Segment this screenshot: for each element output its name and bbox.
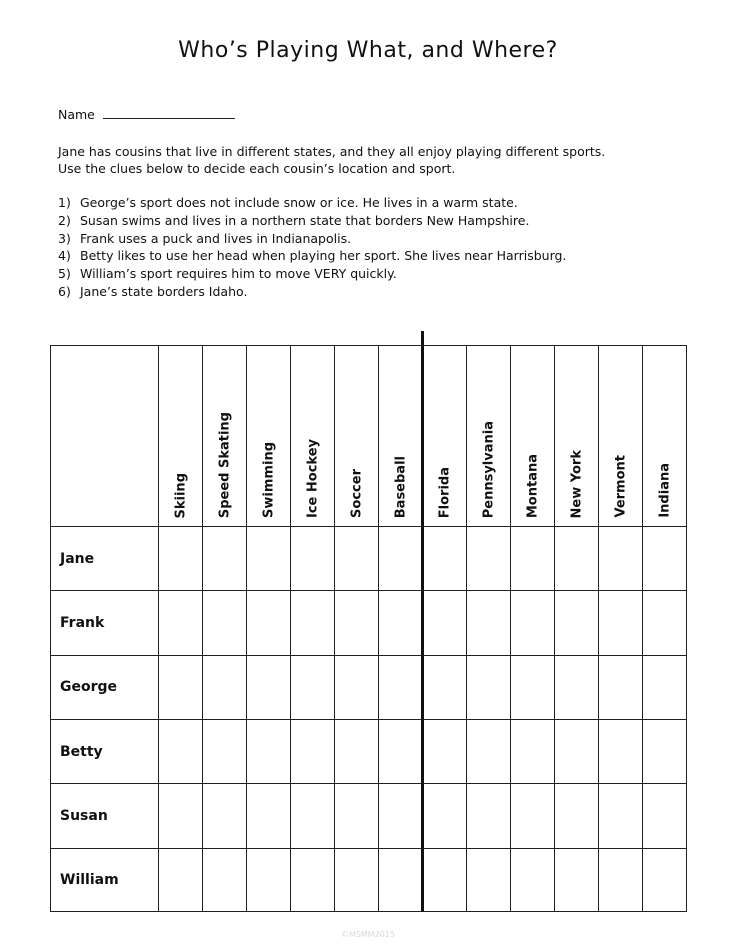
grid-row [51, 591, 687, 655]
grid-cell[interactable] [335, 655, 379, 719]
state-label: Pennsylvania [481, 420, 496, 518]
grid-cell[interactable] [291, 848, 335, 911]
grid-cell[interactable] [467, 655, 511, 719]
grid-cell[interactable] [291, 591, 335, 655]
clue-number: 2) [58, 212, 71, 228]
clue-number: 4) [58, 248, 71, 264]
grid-cell[interactable] [467, 527, 511, 591]
logic-grid-table [50, 345, 687, 912]
grid-cell[interactable] [643, 527, 687, 591]
state-header [423, 346, 467, 527]
clue-number: 5) [58, 266, 71, 282]
grid-corner-cell [51, 346, 159, 527]
grid-cell[interactable] [555, 848, 599, 911]
grid-cell[interactable] [159, 784, 203, 848]
grid-cell[interactable] [467, 719, 511, 783]
page-title: Who’s Playing What, and Where? [178, 38, 558, 63]
grid-cell[interactable] [555, 591, 599, 655]
grid-cell[interactable] [203, 655, 247, 719]
state-label: Montana [525, 453, 540, 518]
state-label: Indiana [657, 463, 672, 518]
grid-cell[interactable] [511, 719, 555, 783]
cousin-name: Betty [51, 719, 159, 783]
grid-cell[interactable] [159, 848, 203, 911]
clue-number: 3) [58, 230, 71, 246]
grid-cell[interactable] [379, 848, 423, 911]
grid-row [51, 655, 687, 719]
grid-cell[interactable] [379, 719, 423, 783]
grid-cell[interactable] [335, 527, 379, 591]
copyright-watermark: ©MSMM2015 [340, 930, 396, 939]
intro-paragraph [58, 143, 698, 177]
grid-cell[interactable] [599, 527, 643, 591]
state-header [599, 346, 643, 527]
grid-cell[interactable] [423, 591, 467, 655]
grid-cell[interactable] [379, 527, 423, 591]
name-label: Name [58, 107, 95, 122]
grid-cell[interactable] [599, 848, 643, 911]
intro-line: Use the clues below to decide each cousin’s location and sport. [58, 161, 456, 176]
grid-cell[interactable] [379, 655, 423, 719]
sport-label: Soccer [349, 469, 364, 518]
state-label: New York [569, 449, 584, 518]
clue-number: 6) [58, 283, 71, 299]
grid-row [51, 848, 687, 911]
clue-text: Susan swims and lives in a northern state that borders New Hampshire. [80, 212, 530, 228]
grid-row [51, 527, 687, 591]
state-header [511, 346, 555, 527]
sport-header [379, 346, 423, 527]
grid-cell[interactable] [423, 848, 467, 911]
name-field[interactable] [58, 106, 235, 122]
grid-cell[interactable] [203, 527, 247, 591]
grid-cell[interactable] [379, 784, 423, 848]
grid-cell[interactable] [643, 591, 687, 655]
sport-header [159, 346, 203, 527]
sport-label: Ice Hockey [305, 439, 320, 518]
sport-label: Swimming [261, 442, 276, 518]
grid-cell[interactable] [423, 784, 467, 848]
grid-cell[interactable] [335, 719, 379, 783]
clue-text: Jane’s state borders Idaho. [80, 283, 248, 299]
cousin-name: William [51, 848, 159, 911]
clue-item [58, 212, 698, 230]
clue-text: Betty likes to use her head when playing her sport. She lives near Harrisburg. [80, 248, 567, 264]
grid-cell[interactable] [555, 719, 599, 783]
grid-cell[interactable] [247, 655, 291, 719]
grid-cell[interactable] [291, 655, 335, 719]
grid-cell[interactable] [335, 784, 379, 848]
grid-cell[interactable] [599, 719, 643, 783]
grid-cell[interactable] [247, 784, 291, 848]
grid-cell[interactable] [247, 527, 291, 591]
grid-cell[interactable] [511, 784, 555, 848]
state-header [467, 346, 511, 527]
grid-cell[interactable] [643, 655, 687, 719]
state-header [643, 346, 687, 527]
grid-cell[interactable] [247, 591, 291, 655]
grid-cell[interactable] [423, 655, 467, 719]
grid-cell[interactable] [643, 848, 687, 911]
sport-label: Speed Skating [217, 411, 232, 518]
grid-cell[interactable] [247, 719, 291, 783]
grid-header-row [51, 346, 687, 527]
grid-cell[interactable] [555, 527, 599, 591]
state-header [555, 346, 599, 527]
grid-cell[interactable] [511, 848, 555, 911]
grid-cell[interactable] [159, 655, 203, 719]
grid-cell[interactable] [643, 784, 687, 848]
state-label: Vermont [613, 455, 628, 518]
grid-cell[interactable] [467, 848, 511, 911]
grid-cell[interactable] [643, 719, 687, 783]
sport-header [335, 346, 379, 527]
grid-cell[interactable] [335, 591, 379, 655]
grid-cell[interactable] [423, 527, 467, 591]
grid-cell[interactable] [511, 591, 555, 655]
grid-cell[interactable] [247, 848, 291, 911]
clue-text: William’s sport requires him to move VERY quickly. [80, 266, 397, 282]
grid-cell[interactable] [467, 591, 511, 655]
clue-item [58, 283, 698, 301]
grid-cell[interactable] [203, 784, 247, 848]
grid-cell[interactable] [599, 655, 643, 719]
clue-item [58, 247, 698, 265]
sport-label: Skiing [173, 472, 188, 518]
sport-header [291, 346, 335, 527]
sport-state-divider [421, 331, 424, 912]
grid-cell[interactable] [423, 719, 467, 783]
intro-line: Jane has cousins that live in different states, and they all enjoy playing different sports. [58, 144, 606, 159]
grid-cell[interactable] [555, 784, 599, 848]
sport-label: Baseball [393, 455, 408, 518]
grid-cell[interactable] [291, 527, 335, 591]
cousin-name: Jane [51, 527, 159, 591]
grid-cell[interactable] [291, 719, 335, 783]
grid-row [51, 719, 687, 783]
grid-cell[interactable] [159, 527, 203, 591]
grid-cell[interactable] [599, 591, 643, 655]
grid-cell[interactable] [159, 719, 203, 783]
clue-item [58, 230, 698, 248]
grid-cell[interactable] [203, 591, 247, 655]
name-blank-line[interactable] [103, 106, 235, 119]
grid-cell[interactable] [511, 655, 555, 719]
grid-cell[interactable] [203, 848, 247, 911]
clue-number: 1) [58, 195, 71, 210]
grid-cell[interactable] [467, 784, 511, 848]
grid-cell[interactable] [555, 655, 599, 719]
clue-item [58, 265, 698, 283]
clue-text: George’s sport does not include snow or ice. He lives in a warm state. [80, 195, 518, 210]
clue-list [58, 194, 698, 301]
grid-cell[interactable] [203, 719, 247, 783]
cousin-name: Frank [51, 591, 159, 655]
grid-cell[interactable] [159, 591, 203, 655]
grid-cell[interactable] [291, 784, 335, 848]
grid-row [51, 784, 687, 848]
grid-cell[interactable] [335, 848, 379, 911]
state-label: Florida [437, 466, 452, 518]
cousin-name: George [51, 655, 159, 719]
cousin-name: Susan [51, 784, 159, 848]
grid-cell[interactable] [599, 784, 643, 848]
sport-header [203, 346, 247, 527]
logic-grid [50, 345, 686, 912]
sport-header [247, 346, 291, 527]
grid-cell[interactable] [511, 527, 555, 591]
clue-text: Frank uses a puck and lives in Indianapolis. [80, 230, 352, 246]
grid-cell[interactable] [379, 591, 423, 655]
clue-item [58, 194, 698, 212]
